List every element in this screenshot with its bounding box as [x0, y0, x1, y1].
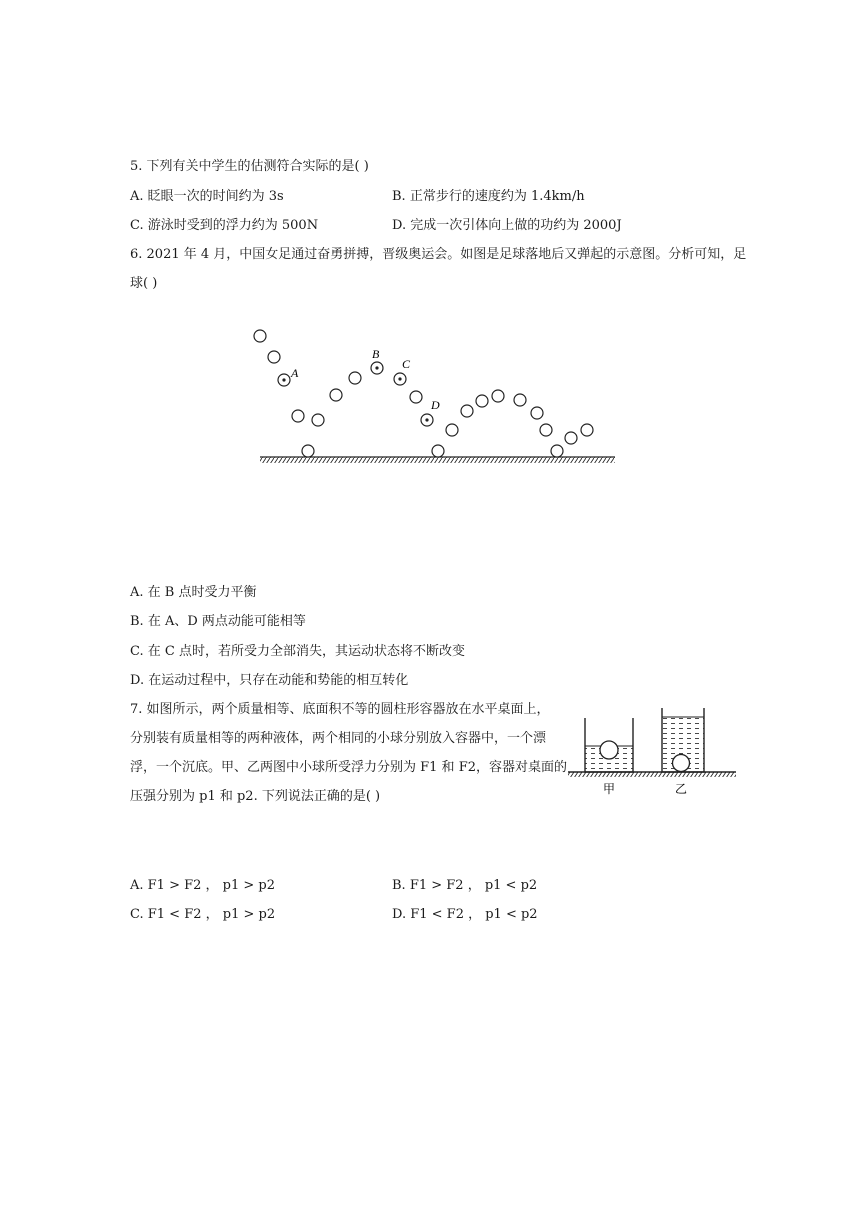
q5-stem: 5. 下列有关中学生的估测符合实际的是( ): [130, 159, 369, 174]
q6-stem-line2: 球( ): [130, 276, 158, 291]
q6-stem-line1: 6. 2021 年 4 月，中国女足通过奋勇拼搏，晋级奥运会。如图是足球落地后又弹起的示意图。分析可知，足: [130, 247, 747, 262]
table-hatch: [568, 772, 736, 777]
q6-option-d: D. 在运动过程中，只存在动能和势能的相互转化: [130, 673, 409, 688]
q5-option-c: C. 游泳时受到的浮力约为 500N: [130, 218, 319, 233]
ground-hatch: [260, 457, 615, 463]
label-b: B: [372, 347, 380, 361]
sunk-ball: [673, 755, 690, 772]
q6-option-a: A. 在 B 点时受力平衡: [130, 585, 257, 600]
container-yi: [662, 708, 704, 772]
label-c: C: [402, 357, 411, 371]
q7-option-a: A. F1 > F2 ， p1 > p2: [130, 878, 275, 893]
floating-ball: [600, 741, 618, 759]
container-jia: [585, 718, 633, 772]
q5-option-b: B. 正常步行的速度约为 1.4km/h: [392, 189, 585, 204]
q7-stem-line2: 分别装有质量相等的两种液体，两个相同的小球分别放入容器中，一个漂: [130, 731, 547, 746]
label-yi: 乙: [675, 782, 688, 796]
q6-option-b: B. 在 A、D 两点动能可能相等: [130, 614, 306, 629]
q7-containers-figure: [566, 706, 738, 798]
label-jia: 甲: [603, 782, 616, 796]
ball-positions: [254, 330, 593, 457]
q7-option-b: B. F1 > F2 ， p1 < p2: [392, 878, 538, 893]
q6-ball-bounce-figure: [250, 320, 630, 470]
label-d: D: [431, 398, 440, 412]
q7-stem-line4: 压强分别为 p1 和 p2. 下列说法正确的是( ): [130, 789, 381, 804]
q5-option-d: D. 完成一次引体向上做的功约为 2000J: [392, 218, 622, 233]
q6-option-c: C. 在 C 点时，若所受力全部消失，其运动状态将不断改变: [130, 644, 465, 659]
q5-option-a: A. 眨眼一次的时间约为 3s: [130, 189, 284, 204]
q7-stem-line3: 浮，一个沉底。甲、乙两图中小球所受浮力分别为 F1 和 F2，容器对桌面的: [130, 760, 567, 775]
q7-stem-line1: 7. 如图所示，两个质量相等、底面积不等的圆柱形容器放在水平桌面上，: [130, 702, 550, 717]
q7-option-c: C. F1 < F2 ， p1 > p2: [130, 907, 276, 922]
q7-option-d: D. F1 < F2 ， p1 < p2: [392, 907, 538, 922]
label-a: A: [291, 366, 299, 380]
